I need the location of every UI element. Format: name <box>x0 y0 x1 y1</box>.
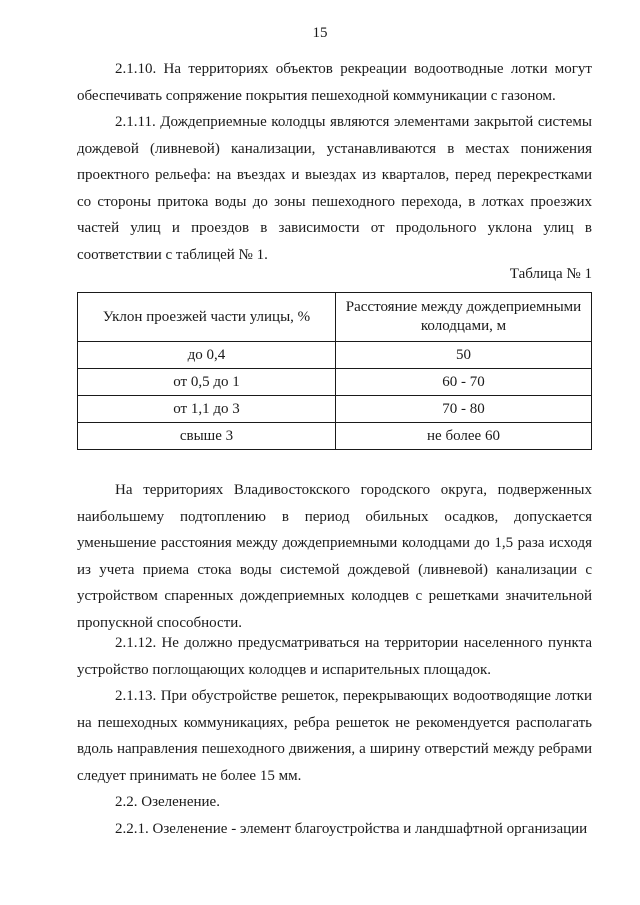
cell-slope: от 1,1 до 3 <box>78 396 336 423</box>
cell-slope: от 0,5 до 1 <box>78 369 336 396</box>
paragraph-2-1-11: 2.1.11. Дождеприемные колодцы являются элементами закрытой системы дождевой (ливневой) канализации, устанавливаются в местах понижения проектного рельефа: на въездах и выездах из кварталов, перед перекрестками со стороны притока воды до зоны пешеходного перехода, в лотках проезжих частей улиц и проездов в зависимости от продольного уклона улиц в соответствии с таблицей № 1. <box>77 114 592 263</box>
paragraph-2-2-1: 2.2.1. Озеленение - элемент благоустройства и ландшафтной организации <box>115 821 588 837</box>
paragraph-2-1-12: 2.1.12. Не должно предусматриваться на территории населенного пункта устройство поглощающих колодцев и испарительных площадок. <box>77 635 592 678</box>
paragraph-vladivostok: На территориях Владивостокского городского округа, подверженных наибольшему подтоплению в период обильных осадков, допускается уменьшение расстояния между дождеприемными колодцами до 1,5 раза исходя из учета приема стока воды системой дождевой (ливневой) канализации с устройством спаренных дождеприемных колодцев с решетками значительной пропускной способности. <box>77 482 592 631</box>
table-row <box>78 369 592 396</box>
cell-distance: 70 - 80 <box>336 396 592 423</box>
cell-slope: до 0,4 <box>78 342 336 369</box>
header-slope: Уклон проезжей части улицы, % <box>78 293 336 342</box>
cell-distance: не более 60 <box>336 423 592 450</box>
paragraph-2-1-10: 2.1.10. На территориях объектов рекреации водоотводные лотки могут обеспечивать сопряжение покрытия пешеходной коммуникации с газоном. <box>77 61 592 104</box>
table-header-row <box>78 293 592 342</box>
page-number: 15 <box>312 25 328 41</box>
table-row <box>78 396 592 423</box>
paragraph-2-2: 2.2. Озеленение. <box>115 794 220 810</box>
table-caption: Таблица № 1 <box>509 266 592 282</box>
paragraph-2-1-13: 2.1.13. При обустройстве решеток, перекрывающих водоотводящие лотки на пешеходных коммуникациях, ребра решеток не рекомендуется располагать вдоль направления пешеходного движения, а ширину отверстий между ребрами следует принимать не более 15 мм. <box>77 688 592 784</box>
header-distance: Расстояние между дождеприемными колодцами, м <box>336 293 592 342</box>
slope-distance-table <box>77 292 592 450</box>
cell-distance: 60 - 70 <box>336 369 592 396</box>
table-row <box>78 423 592 450</box>
table-row <box>78 342 592 369</box>
cell-distance: 50 <box>336 342 592 369</box>
cell-slope: свыше 3 <box>78 423 336 450</box>
